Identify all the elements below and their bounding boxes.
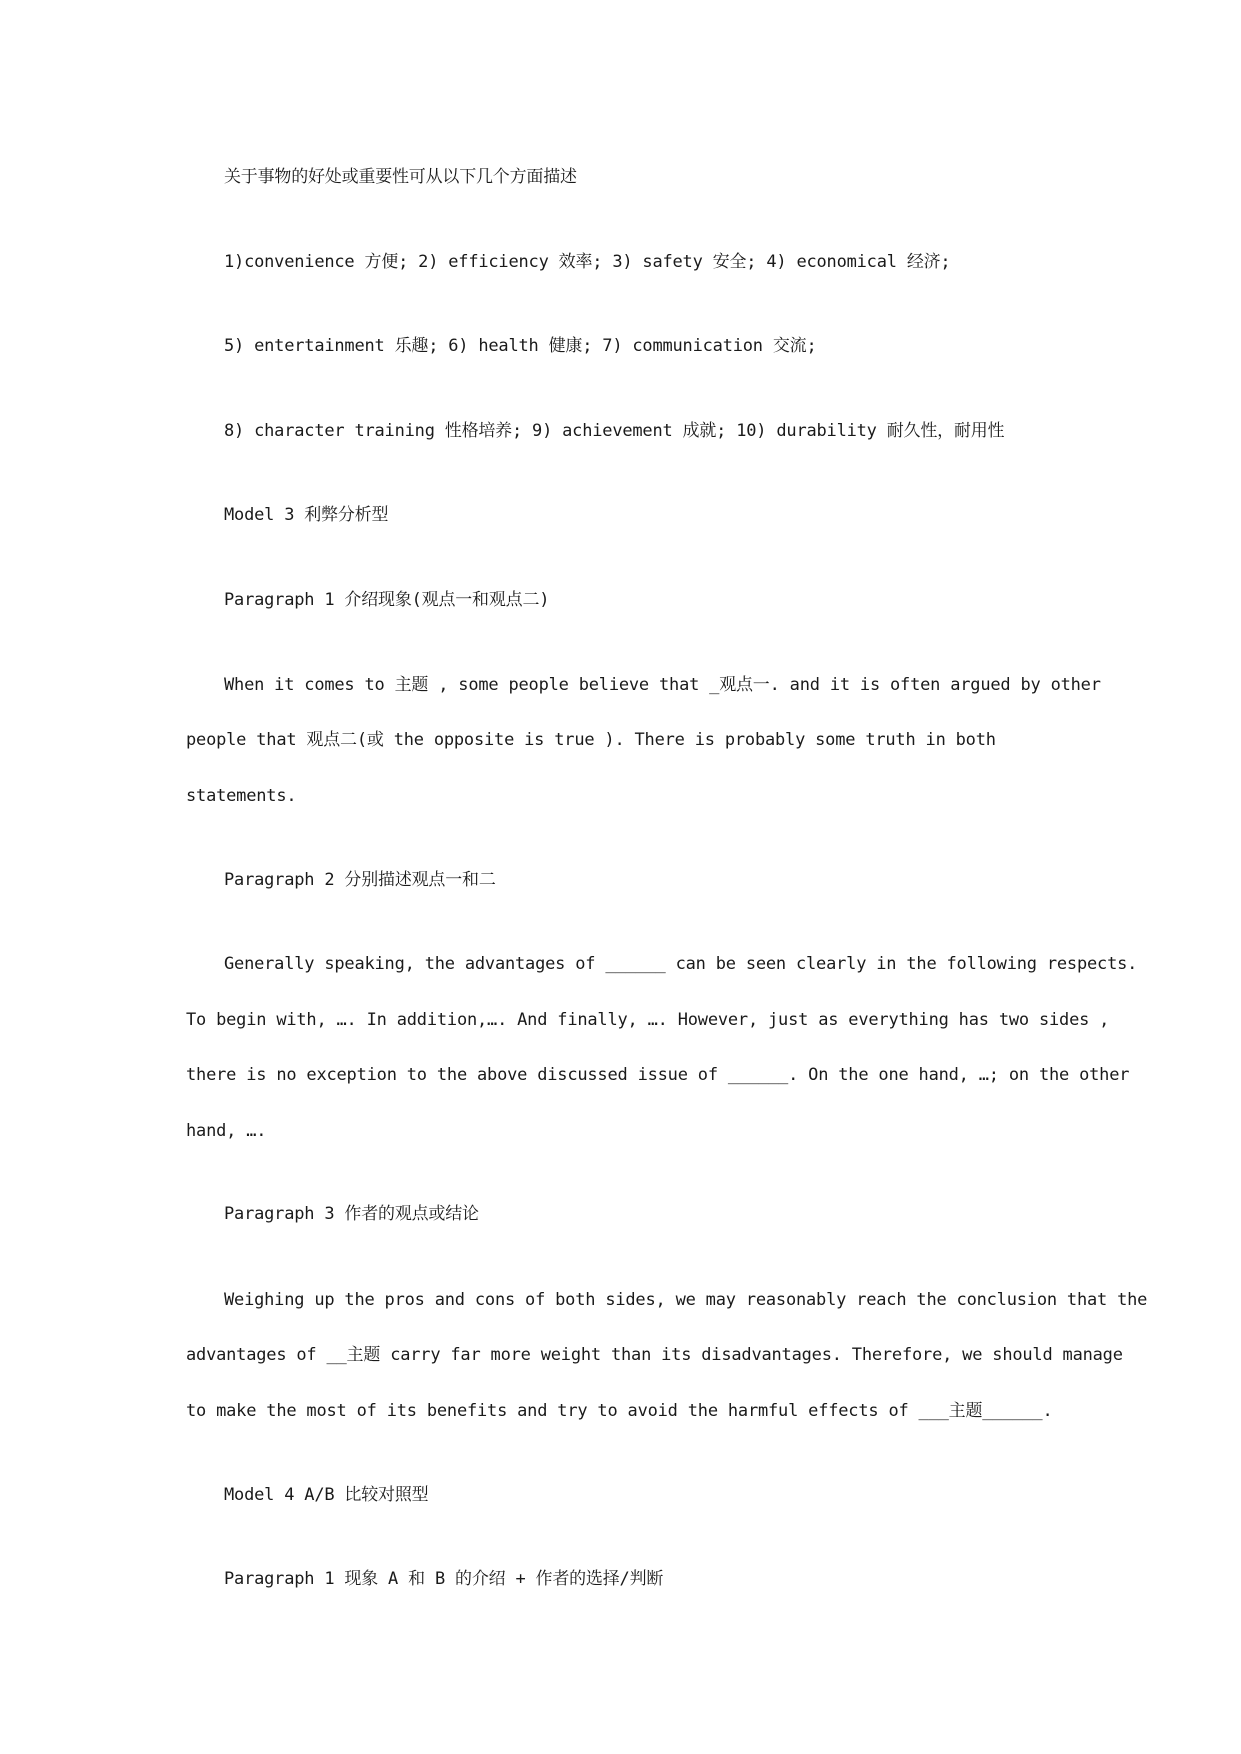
paragraph-1-text-line-1: When it comes to 主题 , some people believe that _观点一. and it is often argued by other — [224, 675, 1101, 695]
paragraph-1-text-line-2: people that 观点二(或 the opposite is true ). There is probably some truth in both — [186, 730, 996, 750]
paragraph-2-text-line-4: hand, …. — [186, 1121, 267, 1141]
paragraph-2-text-line-1: Generally speaking, the advantages of ______ can be seen clearly in the following respects. — [224, 954, 1138, 974]
benefit-list-line-1: 1)convenience 方便; 2) efficiency 效率; 3) safety 安全; 4) economical 经济; — [224, 252, 951, 272]
model-4-paragraph-1-heading: Paragraph 1 现象 A 和 B 的介绍 + 作者的选择/判断 — [224, 1569, 664, 1589]
intro-heading: 关于事物的好处或重要性可从以下几个方面描述 — [224, 167, 577, 187]
paragraph-3-text-line-2: advantages of __主题 carry far more weight than its disadvantages. Therefore, we should manage — [186, 1345, 1123, 1365]
paragraph-1-text-line-3: statements. — [186, 786, 297, 806]
benefit-list-line-3: 8) character training 性格培养; 9) achievement 成就; 10) durability 耐久性，耐用性 — [224, 421, 1005, 441]
paragraph-2-heading: Paragraph 2 分别描述观点一和二 — [224, 870, 496, 890]
model-3-heading: Model 3 利弊分析型 — [224, 505, 389, 525]
paragraph-3-text-line-1: Weighing up the pros and cons of both sides, we may reasonably reach the conclusion that the — [224, 1290, 1148, 1310]
paragraph-2-text-line-3: there is no exception to the above discussed issue of ______. On the one hand, …; on the other — [186, 1065, 1130, 1085]
benefit-list-line-2: 5) entertainment 乐趣; 6) health 健康; 7) communication 交流; — [224, 336, 817, 356]
paragraph-2-text-line-2: To begin with, …. In addition,…. And finally, …. However, just as everything has two sides , — [186, 1010, 1110, 1030]
model-4-heading: Model 4 A/B 比较对照型 — [224, 1485, 429, 1505]
paragraph-3-text-line-3: to make the most of its benefits and try to avoid the harmful effects of ___主题______. — [186, 1401, 1053, 1421]
paragraph-1-heading: Paragraph 1 介绍现象(观点一和观点二) — [224, 590, 550, 610]
paragraph-3-heading: Paragraph 3 作者的观点或结论 — [224, 1204, 479, 1224]
